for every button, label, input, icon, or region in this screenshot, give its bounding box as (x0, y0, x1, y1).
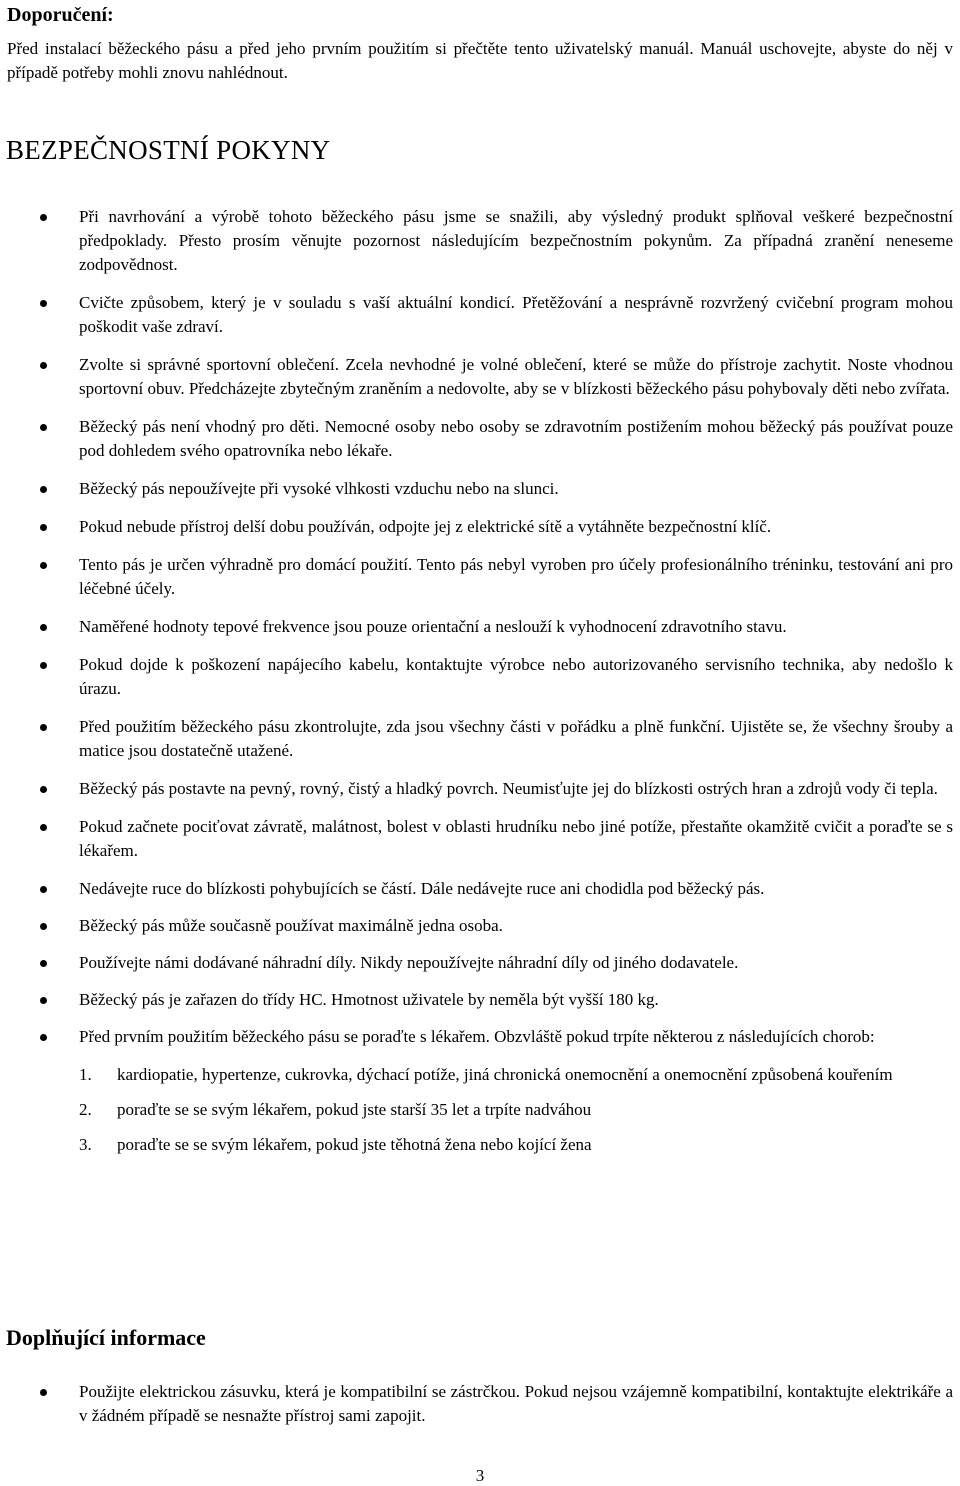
safety-item (0, 877, 960, 901)
safety-item (0, 777, 960, 801)
safety-item-text: Před prvním použitím běžeckého pásu se poraďte s lékařem. Obzvláště pokud trpíte některou z následujících chorob: (79, 1027, 875, 1046)
safety-item-text: Tento pás je určen výhradně pro domácí použití. Tento pás nebyl vyroben pro účely profesionálního tréninku, testování ani pro léčebné účely. (79, 555, 953, 598)
safety-item-text: Zvolte si správné sportovní oblečení. Zcela nevhodné je volné oblečení, které se může do přístroje zachytit. Noste vhodnou sportovní obuv. Předcházejte zbytečným zraněním a nedovolte, aby se v blízkosti běžeckého pásu pohybovaly děti nebo zvířata. (79, 355, 953, 398)
bullet-icon (40, 486, 47, 493)
safety-item (0, 205, 960, 277)
condition-item (79, 1063, 953, 1087)
recommendation-text: Před instalací běžeckého pásu a před jeho prvním použitím si přečtěte tento uživatelský manuál. Manuál uschovejte, abyste do něj v případě potřeby mohli znovu nahlédnout. (7, 39, 953, 82)
bullet-icon (40, 1034, 47, 1041)
safety-item (0, 615, 960, 639)
bullet-icon (40, 362, 47, 369)
safety-item-text: Používejte námi dodávané náhradní díly. Nikdy nepoužívejte náhradní díly od jiného dodavatele. (79, 953, 739, 972)
safety-item-text: Běžecký pás není vhodný pro děti. Nemocné osoby nebo osoby se zdravotním postižením mohou běžecký pás používat pouze pod dohledem svého opatrovníka nebo lékaře. (79, 417, 953, 460)
condition-number: 1. (79, 1065, 92, 1084)
additional-info-item (0, 1380, 960, 1428)
safety-item (0, 653, 960, 701)
recommendation-heading: Doporučení: (7, 4, 114, 26)
safety-item-text: Běžecký pás může současně používat maximálně jedna osoba. (79, 916, 503, 935)
bullet-icon (40, 662, 47, 669)
bullet-icon (40, 824, 47, 831)
safety-item-text: Naměřené hodnoty tepové frekvence jsou pouze orientační a neslouží k vyhodnocení zdravotního stavu. (79, 617, 787, 636)
bullet-icon (40, 724, 47, 731)
bullet-icon (40, 214, 47, 221)
condition-text: poraďte se se svým lékařem, pokud jste těhotná žena nebo kojící žena (117, 1135, 592, 1154)
safety-item (0, 715, 960, 763)
safety-item (0, 1025, 960, 1157)
condition-text: poraďte se se svým lékařem, pokud jste starší 35 let a trpíte nadváhou (117, 1100, 592, 1119)
condition-number: 3. (79, 1135, 92, 1154)
safety-item-text: Cvičte způsobem, který je v souladu s vaší aktuální kondicí. Přetěžování a nesprávně rozvržený cvičební program mohou poškodit vaše zdraví. (79, 293, 953, 336)
safety-item-text: Před použitím běžeckého pásu zkontrolujte, zda jsou všechny části v pořádku a plně funkční. Ujistěte se, že všechny šrouby a matice jsou dostatečně utažené. (79, 717, 953, 760)
additional-info-text: Použijte elektrickou zásuvku, která je kompatibilní se zástrčkou. Pokud nejsou vzájemně kompatibilní, kontaktujte elektrikáře a v žádném případě se nesnažte přístroj sami zapojit. (79, 1382, 953, 1425)
bullet-icon (40, 300, 47, 307)
bullet-icon (40, 960, 47, 967)
additional-info-list (0, 1380, 960, 1428)
bullet-icon (40, 624, 47, 631)
safety-item (0, 415, 960, 463)
page-number: 3 (475, 1466, 485, 1485)
safety-item (0, 951, 960, 975)
safety-item (0, 291, 960, 339)
condition-number: 2. (79, 1100, 92, 1119)
bullet-icon (40, 424, 47, 431)
safety-item (0, 988, 960, 1012)
conditions-list (79, 1063, 953, 1157)
condition-item (79, 1098, 953, 1122)
bullet-icon (40, 524, 47, 531)
safety-item-text: Běžecký pás je zařazen do třídy HC. Hmotnost uživatele by neměla být vyšší 180 kg. (79, 990, 659, 1009)
bullet-icon (40, 1389, 47, 1396)
safety-item (0, 553, 960, 601)
safety-item (0, 477, 960, 501)
bullet-icon (40, 886, 47, 893)
safety-item-text: Pokud začnete pociťovat závratě, malátnost, bolest v oblasti hrudníku nebo jiné potíže, přestaňte okamžitě cvičit a poraďte se s lékařem. (79, 817, 953, 860)
bullet-icon (40, 923, 47, 930)
safety-item (0, 515, 960, 539)
safety-item-text: Při navrhování a výrobě tohoto běžeckého pásu jsme se snažili, aby výsledný produkt splňoval veškeré bezpečnostní předpoklady. Přesto prosím věnujte pozornost následujícím bezpečnostním pokynům. Za případná zranění neneseme zodpovědnost. (79, 207, 953, 274)
safety-title: BEZPEČNOSTNÍ POKYNY (6, 135, 331, 165)
bullet-icon (40, 786, 47, 793)
safety-item-text: Nedávejte ruce do blízkosti pohybujících se částí. Dále nedávejte ruce ani chodidla pod běžecký pás. (79, 879, 765, 898)
safety-item-text: Běžecký pás nepoužívejte při vysoké vlhkosti vzduchu nebo na slunci. (79, 479, 559, 498)
safety-item-text: Běžecký pás postavte na pevný, rovný, čistý a hladký povrch. Neumisťujte jej do blízkosti ostrých hran a zdrojů vody či tepla. (79, 779, 938, 798)
safety-item-text: Pokud nebude přístroj delší dobu používán, odpojte jej z elektrické sítě a vytáhněte bezpečnostní klíč. (79, 517, 772, 536)
safety-list (0, 205, 960, 1171)
safety-item-text: Pokud dojde k poškození napájecího kabelu, kontaktujte výrobce nebo autorizovaného servisního technika, aby nedošlo k úrazu. (79, 655, 953, 698)
safety-item (0, 815, 960, 863)
bullet-icon (40, 997, 47, 1004)
additional-info-title: Doplňující informace (6, 1325, 206, 1350)
safety-item (0, 353, 960, 401)
condition-text: kardiopatie, hypertenze, cukrovka, dýchací potíže, jiná chronická onemocnění a onemocnění způsobená kouřením (117, 1065, 893, 1084)
bullet-icon (40, 562, 47, 569)
condition-item (79, 1133, 953, 1157)
safety-item (0, 914, 960, 938)
